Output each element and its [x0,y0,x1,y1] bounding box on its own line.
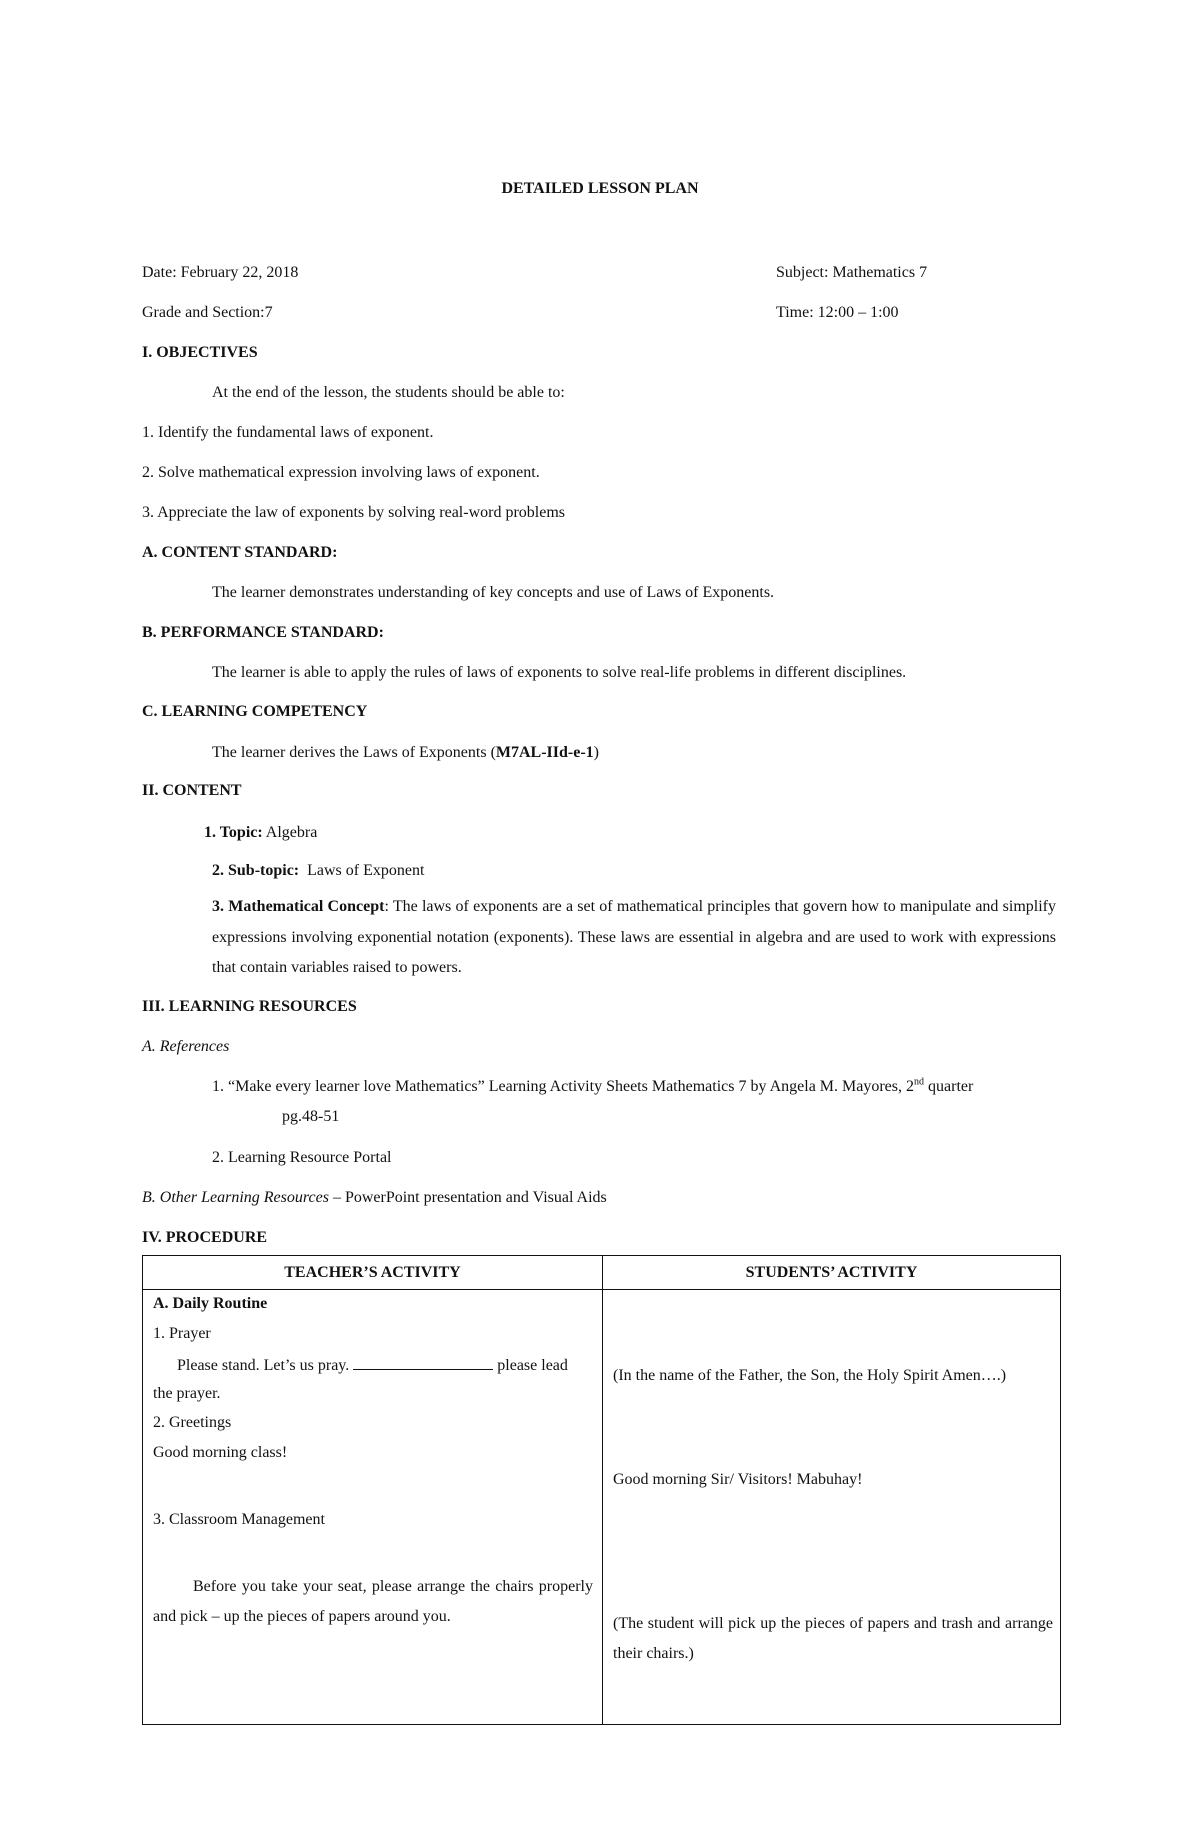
students-activity-header: STUDENTS’ ACTIVITY [603,1256,1061,1290]
reference-1-tail: quarter [924,1078,974,1095]
competency-close: ) [593,744,599,761]
competency-code: M7AL-IId-e-1 [495,744,594,761]
page-title: DETAILED LESSON PLAN [501,180,699,197]
topic-label: 1. Topic: [204,824,263,841]
teacher-activity-cell [143,1290,603,1725]
topic-line [204,824,317,842]
management-response: (The student will pick up the pieces of papers and trash and arrange their chairs.) [613,1615,1053,1662]
date-line: Date: February 22, 2018 [142,264,299,281]
subject-line: Subject: Mathematics 7 [776,264,928,281]
prayer-text [177,1355,568,1375]
content-standard-text: The learner demonstrates understanding of key concepts and use of Laws of Exponents. [212,584,775,601]
prayer-leader-blank [353,1355,493,1370]
resources-heading: III. LEARNING RESOURCES [142,998,357,1015]
concept-label: 3. Mathematical Concept [212,898,385,915]
topic-value: Algebra [262,824,318,841]
reference-1-main: 1. “Make every learner love Mathematics” Learning Activity Sheets Mathematics 7 by Angela M. Mayores, 2 [212,1078,915,1095]
prayer-text-a: Please stand. Let’s us pray. [177,1357,354,1374]
other-resources-label: B. Other Learning Resources [142,1189,329,1206]
other-resources [142,1189,607,1207]
objectives-intro: At the end of the lesson, the students should be able to: [212,384,565,401]
concept-text: : The laws of exponents are a set of mathematical principles that govern how to manipulate and simplify expressions involving exponential notation (exponents). These laws are essential in algebra and are used to work with expressions that contain variables raised to powers. [212,898,1056,976]
learning-competency-text [212,744,599,762]
subtopic-line [212,862,424,880]
management-label: 3. Classroom Management [153,1511,325,1528]
objective-item: 2. Solve mathematical expression involving laws of exponent. [142,464,540,481]
prayer-label: 1. Prayer [153,1325,211,1342]
learning-competency-heading: C. LEARNING COMPETENCY [142,703,368,720]
grade-section-line: Grade and Section:7 [142,304,273,321]
objectives-heading: I. OBJECTIVES [142,344,258,361]
objective-item: 3. Appreciate the law of exponents by solving real-word problems [142,504,565,521]
subtopic-value: Laws of Exponent [299,862,425,879]
daily-routine-label: A. Daily Routine [153,1295,268,1312]
procedure-table [142,1255,1061,1725]
references-label: A. References [142,1038,230,1055]
prayer-text-b: please lead [493,1357,568,1374]
procedure-row [143,1290,1061,1725]
prayer-response: (In the name of the Father, the Son, the Holy Spirit Amen….) [613,1367,1007,1384]
reference-item: 2. Learning Resource Portal [212,1149,392,1166]
content-standard-heading: A. CONTENT STANDARD: [142,544,338,561]
subtopic-label: 2. Sub-topic: [212,862,300,879]
prayer-text-c: the prayer. [153,1385,221,1402]
procedure-heading: IV. PROCEDURE [142,1229,268,1246]
procedure-header-row [143,1256,1061,1290]
mathematical-concept [212,892,1056,984]
reference-item [212,1078,973,1096]
performance-standard-heading: B. PERFORMANCE STANDARD: [142,624,384,641]
time-line: Time: 12:00 – 1:00 [776,304,899,321]
teacher-activity-header: TEACHER’S ACTIVITY [143,1256,603,1290]
objective-item: 1. Identify the fundamental laws of exponent. [142,424,434,441]
reference-1-sup: nd [914,1076,925,1088]
reference-1-pages: pg.48-51 [282,1108,340,1125]
greetings-label: 2. Greetings [153,1414,232,1431]
content-heading: II. CONTENT [142,782,242,799]
greetings-text: Good morning class! [153,1444,288,1461]
management-text: Before you take your seat, please arrange the chairs properly and pick – up the pieces of papers around you. [153,1578,593,1625]
other-resources-text: – PowerPoint presentation and Visual Aids [328,1189,607,1206]
performance-standard-text: The learner is able to apply the rules of laws of exponents to solve real-life problems in different disciplines. [212,664,907,681]
students-activity-cell [603,1290,1061,1725]
greeting-response: Good morning Sir/ Visitors! Mabuhay! [613,1471,863,1488]
competency-lead: The learner derives the Laws of Exponents ( [212,744,496,761]
